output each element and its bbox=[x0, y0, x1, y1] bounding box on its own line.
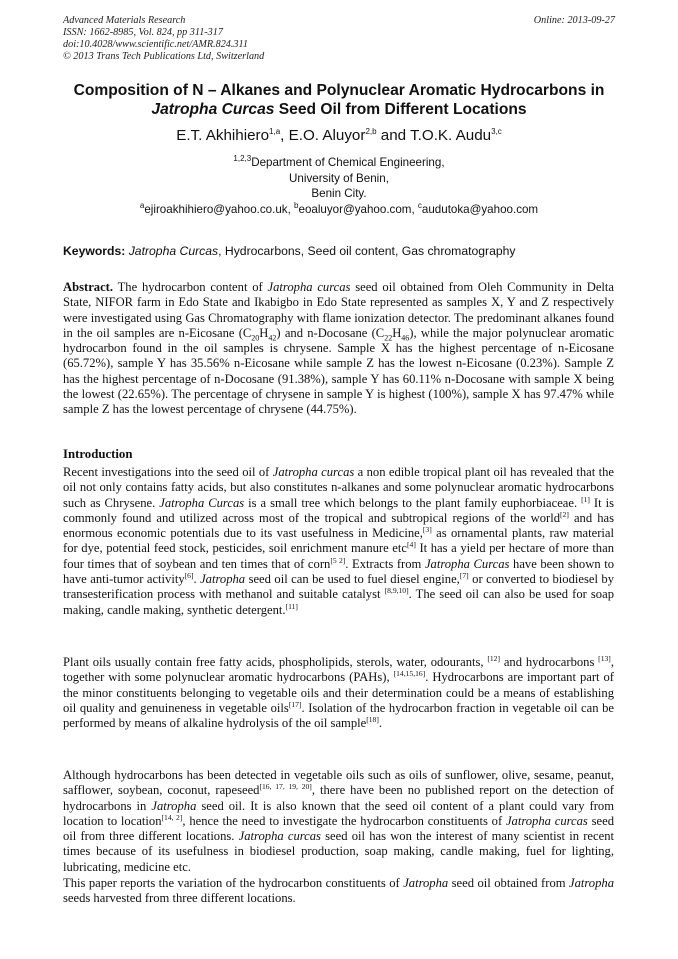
email-c[interactable]: audutoka@yahoo.com bbox=[421, 202, 539, 216]
citation[interactable]: [5 2] bbox=[330, 555, 346, 565]
intro-paragraph-1 bbox=[63, 465, 614, 618]
citation[interactable]: [17] bbox=[288, 699, 302, 709]
citation[interactable]: [6] bbox=[184, 570, 194, 580]
text: and has enormous economic potentials due to its vast usefulness in Medicine, bbox=[63, 510, 614, 541]
online-date: Online: 2013-09-27 bbox=[533, 15, 615, 26]
text: . bbox=[378, 716, 383, 731]
citation[interactable]: [13] bbox=[598, 653, 611, 663]
citation[interactable]: [3] bbox=[422, 525, 432, 534]
text: Although hydrocarbons has been detected in vegetable oils such as oils of sunflower, olive, sesame, peanut, safflower, soybean, coconut, rapeseed bbox=[63, 768, 614, 798]
text: have been shown to have anti-tumor activity bbox=[63, 556, 614, 587]
email-c-sup: c bbox=[417, 200, 422, 210]
text: a non edible tropical plant oil has revealed that the oil not only contains fatty acids, but also constitutes n-alkanes and some polynuclear aromatic hydrocarbons such as Chrysene. bbox=[63, 465, 614, 510]
abstract-text: H bbox=[259, 325, 269, 340]
text: seeds harvested from three different locations. bbox=[63, 891, 296, 906]
journal-header bbox=[63, 15, 264, 63]
abstract-text: The hydrocarbon content of bbox=[113, 280, 268, 294]
title-rest: Seed Oil from Different Locations bbox=[274, 101, 527, 118]
text: seed oil from three different locations. bbox=[63, 813, 615, 844]
species: Jatropha bbox=[403, 876, 449, 890]
text: and hydrocarbons bbox=[500, 655, 599, 669]
abstract-text: ) and n-Docosane (C bbox=[276, 325, 385, 340]
citation[interactable]: [2] bbox=[560, 509, 569, 519]
affil-univ: University of Benin, bbox=[289, 171, 389, 185]
formula-sub: 20 bbox=[251, 333, 260, 343]
abstract-label: Abstract. bbox=[63, 280, 114, 294]
intro-paragraph-4 bbox=[63, 876, 614, 907]
text: , together with some polynuclear aromatic hydrocarbons (PAHs), bbox=[63, 655, 614, 685]
abstract-species: Jatropha curcas bbox=[267, 280, 351, 294]
journal-copyright: © 2013 Trans Tech Publications Ltd, Switzerland bbox=[63, 51, 265, 62]
paragraph bbox=[63, 465, 614, 618]
citation[interactable]: [4] bbox=[407, 540, 416, 550]
abstract-text: ), while the major polynuclear aromatic hydrocarbon found in the oil samples is chrysene. Sample X has the highest percentage of n-Eicosane (65.72%), sample Y has 35.56% n-Eicosane while sample Z has the lowest n-Eicosane (0.23%). Sample Z has the highest percentage of n-Docosane (91.38%), sample Y has 60.11% n-Docosane with sample X being the lowest (22.65%). The percentage of chrysene in sample Y is highest (100%), sample X has 97.47% while sample Z has the lowest percentage of chrysene (44.75%). bbox=[63, 325, 614, 417]
text: is a small tree which belongs to the plant family euphorbiaceae. bbox=[244, 495, 582, 510]
email-a-sup: a bbox=[139, 200, 145, 210]
species: Jatropha bbox=[568, 876, 614, 890]
text: , hence the need to investigate the hydrocarbon constituents of bbox=[182, 813, 506, 828]
text: , there have been no published report on the detection of hydrocarbons in bbox=[63, 783, 614, 813]
formula-sub: 46 bbox=[401, 333, 410, 343]
affil-emails bbox=[48, 202, 630, 218]
keywords-label: Keywords: bbox=[63, 244, 126, 258]
species: Jatropha curcas bbox=[238, 829, 321, 844]
author-3-sup: 3,c bbox=[491, 126, 502, 136]
species: Jatropha curcas bbox=[505, 813, 588, 828]
text: seed oil. It is also known that the seed oil content of a plant could vary from location to location bbox=[63, 798, 615, 828]
journal-name: Advanced Materials Research bbox=[63, 15, 186, 26]
title-line-1: Composition of N – Alkanes and Polynuclear Aromatic Hydrocarbons in bbox=[73, 82, 605, 99]
affil-sup: 1,2,3 bbox=[233, 154, 252, 164]
formula-sub: 22 bbox=[384, 333, 393, 343]
citation[interactable]: [18] bbox=[366, 715, 379, 724]
author-1: E.T. Akhihiero bbox=[176, 127, 270, 144]
keyword-1: Jatropha Curcas bbox=[128, 244, 219, 258]
text: as ornamental plants, raw material for dye, potential feed stock, pesticides, soil enrichment manure etc bbox=[63, 526, 615, 556]
paper-title bbox=[48, 81, 630, 119]
abstract-text: seed oil obtained from Oleh Community in Delta State, NIFOR farm in Edo State and Ikabigbo in Edo State represented as samples X, Y and Z respectively were investigated using Gas Chromatography with flame ionization detector. The predominant alkanes found in the oil samples are n-Eicosane (C bbox=[63, 280, 614, 340]
author-list bbox=[48, 126, 630, 146]
author-3: and T.O.K. Audu bbox=[376, 127, 492, 144]
text: . Extracts from bbox=[345, 556, 425, 571]
affiliation bbox=[48, 155, 630, 217]
paragraph bbox=[63, 655, 614, 731]
author-2-sup: 2,b bbox=[365, 126, 377, 136]
citation[interactable]: [8,9,10] bbox=[384, 586, 409, 596]
email-b-sup: b bbox=[294, 200, 299, 210]
text: or converted to biodiesel by transesterification process with methanol and suitable catalyst bbox=[63, 572, 614, 602]
species: Jatropha Curcas bbox=[159, 495, 245, 510]
author-2: , E.O. Aluyor bbox=[280, 127, 366, 144]
abstract bbox=[63, 280, 614, 418]
affil-dept: Department of Chemical Engineering, bbox=[251, 156, 445, 169]
text: . Isolation of the hydrocarbon fraction in vegetable oil can be performed by means of alkaline hydrolysis of the oil sample bbox=[63, 700, 614, 731]
citation[interactable]: [12] bbox=[487, 653, 501, 663]
text: It has a yield per hectare of more than four times that of soybean and ten times that of corn bbox=[63, 541, 614, 571]
text: seed oil can be used to fuel diesel engine, bbox=[245, 572, 460, 587]
species: Jatropha bbox=[200, 572, 246, 587]
keywords bbox=[63, 244, 623, 259]
citation[interactable]: [11] bbox=[285, 601, 298, 611]
text: seed oil obtained from bbox=[448, 876, 569, 890]
affil-dept-line bbox=[48, 155, 630, 171]
species: Jatropha Curcas bbox=[424, 556, 510, 571]
title-line-2 bbox=[48, 100, 630, 119]
email-a[interactable]: ejiroakhihiero@yahoo.co.uk, bbox=[144, 202, 295, 216]
text: It is commonly found and utilized across most of the tropical and subtropical regions of the world bbox=[63, 495, 615, 525]
journal-issn: ISSN: 1662-8985, Vol. 824, pp 311-317 bbox=[63, 27, 223, 38]
species: Jatropha bbox=[151, 798, 197, 813]
citation[interactable]: [14, 2] bbox=[161, 812, 183, 822]
text: seed oil has won the interest of many scientist in recent times because of its usefulness in biodiesel production, soap making, candle making, fuel for lighting, lubricating, medicine etc. bbox=[63, 829, 614, 874]
species: Jatropha curcas bbox=[272, 465, 355, 479]
citation[interactable]: [1] bbox=[581, 494, 590, 504]
citation[interactable]: [14,15,16] bbox=[393, 669, 426, 679]
author-1-sup: 1,a bbox=[269, 126, 281, 136]
email-b[interactable]: eoaluyor@yahoo.com, bbox=[298, 202, 418, 216]
journal-doi[interactable]: doi:10.4028/www.scientific.net/AMR.824.311 bbox=[63, 39, 248, 50]
intro-paragraph-2 bbox=[63, 655, 614, 731]
text: . The seed oil can also be used for soap making, candle making, synthetic detergent. bbox=[63, 587, 614, 617]
formula-sub: 42 bbox=[268, 333, 277, 343]
paragraph bbox=[63, 768, 614, 875]
section-heading-introduction: Introduction bbox=[63, 447, 133, 461]
title-species: Jatropha Curcas bbox=[151, 101, 275, 118]
text: Plant oils usually contain free fatty acids, phospholipids, sterols, water, odourants, bbox=[63, 655, 488, 669]
citation[interactable]: [7] bbox=[459, 570, 469, 580]
keywords-rest: , Hydrocarbons, Seed oil content, Gas chromatography bbox=[218, 244, 516, 258]
citation[interactable]: [16, 17, 19, 20] bbox=[259, 782, 312, 792]
intro-paragraph-3 bbox=[63, 768, 614, 875]
text: This paper reports the variation of the hydrocarbon constituents of bbox=[63, 876, 404, 890]
text: Recent investigations into the seed oil of bbox=[63, 465, 273, 479]
text: . Hydrocarbons are important part of the minor constituents belonging to vegetable oils and their determination could be a means of establishing oil quality and genuineness in vegetable oils bbox=[63, 670, 614, 715]
text: . bbox=[193, 572, 201, 587]
affil-city: Benin City. bbox=[311, 187, 367, 200]
abstract-paragraph bbox=[63, 280, 614, 418]
abstract-text: H bbox=[392, 325, 402, 340]
paragraph bbox=[63, 876, 614, 907]
